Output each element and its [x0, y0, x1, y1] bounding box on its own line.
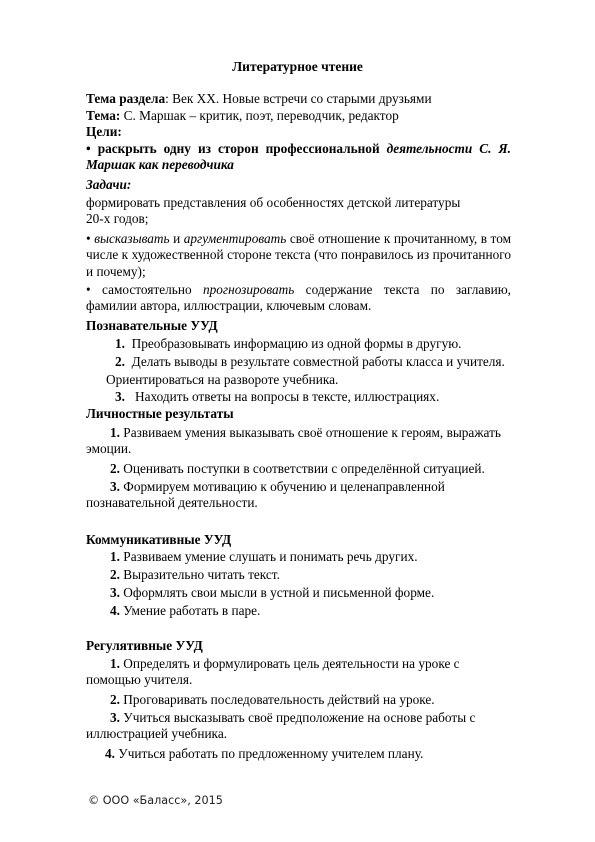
section-topic	[86, 91, 511, 107]
communicative-item-4	[110, 603, 510, 619]
section-topic-label: Тема раздела	[86, 91, 166, 106]
goals-heading: Цели:	[86, 124, 122, 139]
task-item-2-rest: своё отношение к прочитанному, в том числе к художественной стороне текста (что понравилось из прочитанного и почему);	[86, 231, 512, 279]
personal-item-1	[86, 425, 511, 458]
task-item-3-bullet: •	[86, 282, 103, 297]
communicative-item-3-num: 3.	[110, 585, 120, 600]
task-item-3-pre: самостоятельно	[102, 282, 203, 297]
cognitive-item-2-cont: Ориентироваться на развороте учебника.	[106, 372, 339, 387]
task-item-2-word1: высказывать	[94, 231, 170, 246]
personal-item-2-num: 2.	[110, 461, 120, 476]
personal-item-1-text: Развиваем умения выказывать своё отношение к героям, выражать эмоции.	[86, 425, 501, 457]
task-item-2-word2: и	[169, 231, 184, 246]
regulative-item-3	[86, 710, 511, 743]
cognitive-item-2-text: Делать выводы в результате совместной работы класса и учителя.	[131, 354, 505, 369]
regulative-item-3-num: 3.	[110, 710, 120, 725]
cognitive-item-3-num: 3.	[115, 389, 125, 404]
communicative-item-1-text: Развиваем умение слушать и понимать речь других.	[119, 549, 418, 564]
task-item-2-word3: аргументировать	[183, 231, 287, 246]
goals-text-b: деятельности С. Я. Маршак как переводчика	[86, 141, 511, 173]
cognitive-item-2-num: 2.	[115, 354, 125, 369]
communicative-item-4-num: 4.	[110, 603, 120, 618]
task-item-3-rest: содержание текста по заглавию, фамилии автора, иллюстрации, ключевым словам.	[86, 282, 511, 314]
regulative-item-1-num: 1.	[110, 656, 120, 671]
personal-item-3-num: 3.	[110, 479, 120, 494]
communicative-item-2-num: 2.	[110, 567, 120, 582]
personal-item-3	[86, 479, 511, 512]
communicative-item-3-text: Оформлять свои мысли в устной и письменной форме.	[119, 585, 435, 600]
regulative-item-2-text: Проговаривать последовательность действий на уроке.	[119, 692, 435, 707]
task-item-2	[86, 231, 511, 280]
task-item-1: формировать представления об особенностях детской литературы 20-х годов;	[86, 195, 461, 227]
communicative-item-2	[110, 567, 510, 583]
communicative-item-1-num: 1.	[110, 549, 120, 564]
regulative-item-3-text: Учиться высказывать своё предположение на основе работы с иллюстрацией учебника.	[86, 710, 476, 742]
cognitive-item-2	[115, 354, 525, 370]
personal-item-3-text: Формируем мотивацию к обучению и целенаправленной познавательной деятельности.	[86, 479, 445, 511]
personal-item-2-text: Оценивать поступки в соответствии с определённой ситуацией.	[119, 461, 485, 476]
cognitive-item-1	[115, 336, 515, 352]
communicative-item-3	[110, 585, 510, 601]
page-title: Литературное чтение	[232, 59, 363, 74]
copyright-footer: © ООО «Баласс», 2015	[88, 794, 223, 807]
tasks-heading: Задачи:	[86, 177, 132, 192]
cognitive-item-3	[115, 389, 515, 405]
task-item-3-word: прогнозировать	[202, 282, 295, 297]
regulative-item-4-text: Учиться работать по предложенному учителем плану.	[114, 746, 424, 761]
cognitive-item-1-text: Преобразовывать информацию из одной формы в другую.	[131, 336, 462, 351]
communicative-item-4-text: Умение работать в паре.	[119, 603, 261, 618]
regulative-item-2	[110, 692, 510, 708]
communicative-heading: Коммуникативные УУД	[86, 532, 232, 547]
goals-text	[86, 141, 511, 174]
cognitive-item-1-num: 1.	[115, 336, 125, 351]
topic-label: Тема:	[86, 108, 121, 123]
goals-text-a: раскрыть одну из сторон профессиональной	[97, 141, 387, 156]
personal-item-1-num: 1.	[110, 425, 120, 440]
section-topic-value: : Век XX. Новые встречи со старыми друзьями	[165, 91, 432, 106]
cognitive-heading: Познавательные УУД	[86, 318, 218, 333]
task-item-2-bullet: •	[86, 231, 95, 246]
goals-bullet: •	[86, 141, 98, 156]
task-item-3	[86, 282, 511, 315]
personal-item-2	[110, 461, 520, 477]
regulative-item-1-text: Определять и формулировать цель деятельности на уроке с помощью учителя.	[86, 656, 460, 688]
topic-value: С. Маршак – критик, поэт, переводчик, редактор	[120, 108, 399, 123]
communicative-item-1	[110, 549, 510, 565]
regulative-item-4-num: 4.	[105, 746, 115, 761]
personal-heading: Личностные результаты	[86, 406, 234, 421]
cognitive-item-3-text: Находить ответы на вопросы в тексте, иллюстрациях.	[134, 389, 440, 404]
topic	[86, 108, 511, 124]
communicative-item-2-text: Выразительно читать текст.	[119, 567, 280, 582]
regulative-item-2-num: 2.	[110, 692, 120, 707]
regulative-heading: Регулятивные УУД	[86, 638, 203, 653]
regulative-item-1	[86, 656, 511, 689]
regulative-item-4	[105, 746, 515, 762]
